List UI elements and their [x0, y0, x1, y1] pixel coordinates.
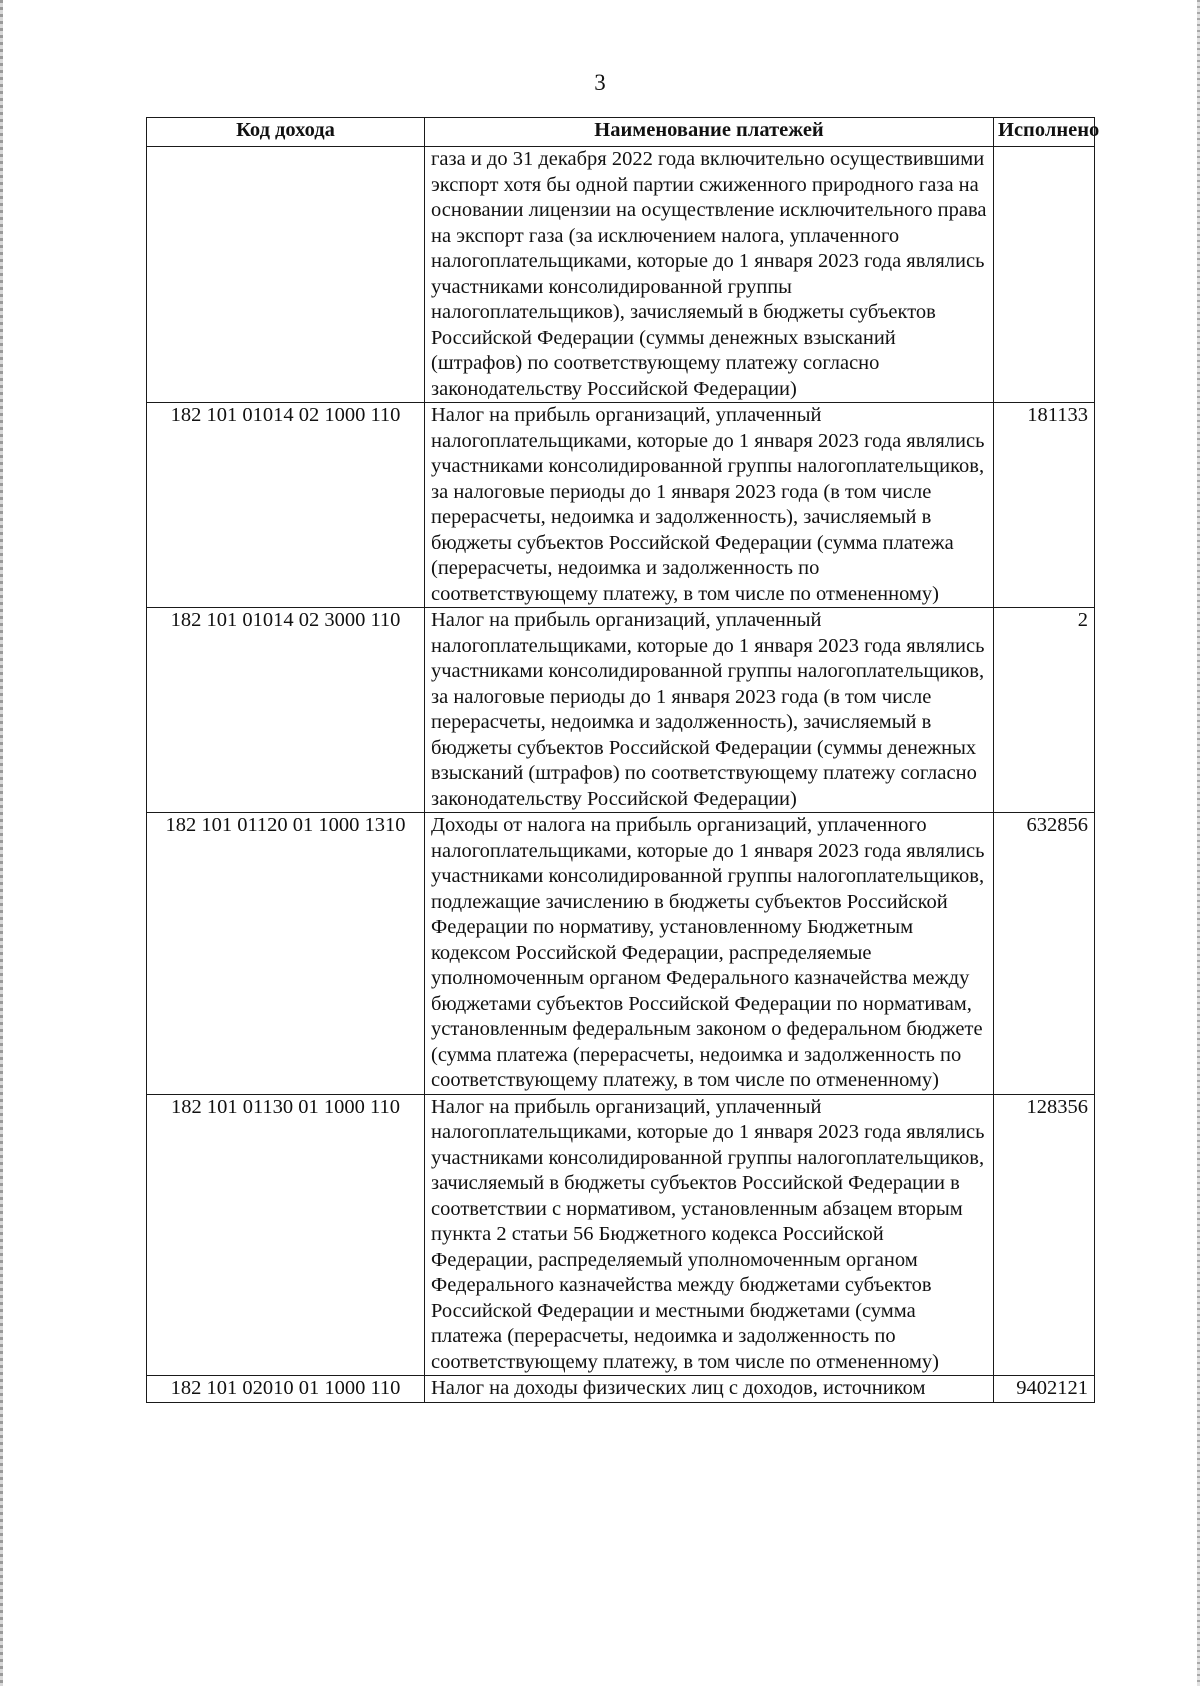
executed-amount-cell: 9402121 [994, 1376, 1095, 1403]
table-header-row [147, 118, 1095, 147]
income-code-cell: 182 101 02010 01 1000 110 [147, 1376, 425, 1403]
table-row [147, 1094, 1095, 1376]
executed-amount-cell: 181133 [994, 403, 1095, 608]
table-row [147, 1376, 1095, 1403]
payment-name-cell: Налог на доходы физических лиц с доходов, источником [425, 1376, 994, 1403]
scan-edge-left [0, 0, 3, 1686]
table-row [147, 403, 1095, 608]
income-code-cell [147, 147, 425, 403]
payments-table [146, 117, 1100, 1403]
income-code-cell: 182 101 01014 02 1000 110 [147, 403, 425, 608]
payment-name-cell: Налог на прибыль организаций, уплаченный налогоплательщиками, которые до 1 января 2023 года являлись участниками консолидированной группы налогоплательщиков, за налоговые периоды до 1 января 2023 года (в том числе перерасчеты, недоимка и задолженность), зачисляемый в бюджеты субъектов Российской Федерации (суммы денежных взысканий (штрафов) по соответствующему платежу согласно законодательству Российской Федерации) [425, 608, 994, 813]
payment-name-cell: Налог на прибыль организаций, уплаченный налогоплательщиками, которые до 1 января 2023 года являлись участниками консолидированной группы налогоплательщиков, за налоговые периоды до 1 января 2023 года (в том числе перерасчеты, недоимка и задолженность), зачисляемый в бюджеты субъектов Российской Федерации (сумма платежа (перерасчеты, недоимка и задолженность по соответствующему платежу, в том числе по отмененному) [425, 403, 994, 608]
table-row [147, 813, 1095, 1095]
header-payment-name: Наименование платежей [425, 118, 994, 147]
page-number: 3 [594, 70, 606, 95]
table-row [147, 608, 1095, 813]
income-code-cell: 182 101 01120 01 1000 1310 [147, 813, 425, 1095]
header-executed: Исполнено [994, 118, 1095, 147]
executed-amount-cell [994, 147, 1095, 403]
executed-amount-cell: 2 [994, 608, 1095, 813]
payment-name-cell: Доходы от налога на прибыль организаций, уплаченного налогоплательщиками, которые до 1 января 2023 года являлись участниками консолидированной группы налогоплательщиков, подлежащие зачислению в бюджеты субъектов Российской Федерации по нормативу, установленному Бюджетным кодексом Российской Федерации, распределяемые уполномоченным органом Федерального казначейства между бюджетами субъектов Российской Федерации по нормативам, установленным федеральным законом о федеральном бюджете (сумма платежа (перерасчеты, недоимка и задолженность по соответствующему платежу, в том числе по отмененному) [425, 813, 994, 1095]
payment-name-cell: газа и до 31 декабря 2022 года включительно осуществившими экспорт хотя бы одной партии сжиженного природного газа на основании лицензии на осуществление исключительного права на экспорт газа (за исключением налога, уплаченного налогоплательщиками, которые до 1 января 2023 года являлись участниками консолидированной группы налогоплательщиков), зачисляемый в бюджеты субъектов Российской Федерации (суммы денежных взысканий (штрафов) по соответствующему платежу согласно законодательству Российской Федерации) [425, 147, 994, 403]
table-row [147, 147, 1095, 403]
header-income-code: Код дохода [147, 118, 425, 147]
income-code-cell: 182 101 01130 01 1000 110 [147, 1094, 425, 1376]
payment-name-cell: Налог на прибыль организаций, уплаченный налогоплательщиками, которые до 1 января 2023 года являлись участниками консолидированной группы налогоплательщиков, зачисляемый в бюджеты субъектов Российской Федерации в соответствии с нормативом, установленным абзацем вторым пункта 2 статьи 56 Бюджетного кодекса Российской Федерации, распределяемый уполномоченным органом Федерального казначейства между бюджетами субъектов Российской Федерации и местными бюджетами (сумма платежа (перерасчеты, недоимка и задолженность по соответствующему платежу, в том числе по отмененному) [425, 1094, 994, 1376]
income-code-cell: 182 101 01014 02 3000 110 [147, 608, 425, 813]
executed-amount-cell: 128356 [994, 1094, 1095, 1376]
executed-amount-cell: 632856 [994, 813, 1095, 1095]
